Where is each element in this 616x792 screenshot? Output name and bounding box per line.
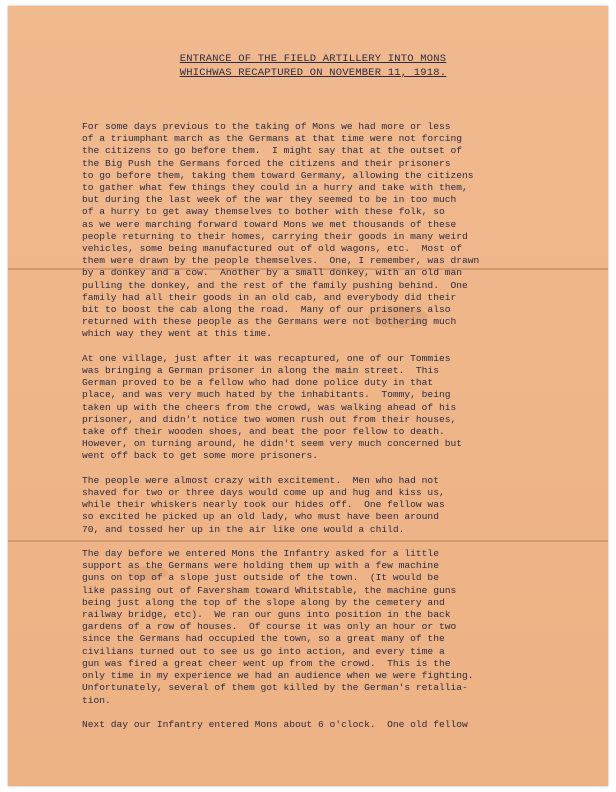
- text-line: people returning to their homes, carrying their goods in many weird: [82, 230, 468, 242]
- text-line: Next day our Infantry entered Mons about 6 o'clock. One old fellow: [82, 718, 468, 730]
- text-line: The people were almost crazy with excitement. Men who had not: [82, 474, 439, 486]
- text-line: support as the Germans were holding them up with a few machine: [82, 560, 439, 572]
- text-line: so excited he picked up an old lady, who must have been around: [82, 511, 439, 523]
- text-line: as we were marching forward toward Mons we met thousands of these: [82, 218, 457, 230]
- text-line: However, on turning around, he didn't seem very much concerned but: [82, 438, 462, 450]
- text-line: like passing out of Faversham toward Whitstable, the machine guns: [82, 584, 457, 596]
- paragraph: [82, 548, 582, 707]
- text-line: was bringing a German prisoner in along the main street. This: [82, 365, 439, 377]
- text-line: pulling the donkey, and the rest of the family pushing behind. One: [82, 279, 468, 291]
- text-line: For some days previous to the taking of Mons we had more or less: [82, 121, 451, 132]
- paragraph: [82, 475, 582, 536]
- text-line: of a triumphant march as the Germans at that time were not forcing: [82, 133, 462, 145]
- document-body: [82, 121, 582, 743]
- text-line: German proved to be a fellow who had done police duty in that: [82, 377, 434, 389]
- text-line: but during the last week of the war they seemed to be in too much: [82, 194, 457, 206]
- text-line: 70, and tossed her up in the air like one would a child.: [82, 523, 405, 535]
- paragraph: [82, 121, 582, 341]
- text-line: to gather what few things they could in a hurry and take with them,: [82, 182, 468, 194]
- text-line: tion.: [82, 694, 111, 706]
- text-line: Unfortunately, several of them got killed by the German's retallia-: [82, 682, 468, 694]
- text-line: by a donkey and a cow. Another by a small donkey, with an old man: [82, 267, 462, 279]
- text-line: while their whiskers nearly took our hides off. One fellow was: [82, 499, 445, 511]
- text-line: the citizens to go before them. I might say that at the outset of: [82, 145, 462, 157]
- text-line: family had all their goods in an old cab, and everybody did their: [82, 291, 457, 303]
- paragraph: [82, 353, 582, 463]
- paragraph: [82, 719, 582, 731]
- text-line: to go before them, taking them toward Germany, allowing the citizens: [82, 169, 474, 181]
- text-line: railway bridge, etc). We ran our guns into position in the back: [82, 609, 451, 621]
- text-line: gun was fired a great cheer went up from the crowd. This is the: [82, 657, 451, 669]
- text-line: At one village, just after it was recaptured, one of our Tommies: [82, 352, 451, 364]
- text-line: take off their wooden shoes, and beat the poor fellow to death.: [82, 426, 445, 438]
- text-line: shaved for two or three days would come up and hug and kiss us,: [82, 487, 445, 499]
- text-line: since the Germans had occupied the town, so a great many of the: [82, 633, 445, 645]
- text-line: civilians turned out to see us go into action, and every time a: [82, 645, 445, 657]
- text-line: gardens of a row of houses. Of course it was only an hour or two: [82, 621, 457, 633]
- text-line: vehicles, some being manufactured out of old wagons, etc. Most of: [82, 243, 462, 255]
- text-line: taken up with the cheers from the crowd, was walking ahead of his: [82, 401, 457, 413]
- text-line: the Big Push the Germans forced the citizens and their prisoners: [82, 157, 451, 169]
- text-line: of a hurry to get away themselves to bother with these folk, so: [82, 206, 445, 218]
- document-title-line-2: WHICHWAS RECAPTURED ON NOVEMBER 11, 1918.: [179, 67, 447, 79]
- text-line: prisoner, and didn't notice two women rush out from their houses,: [82, 413, 457, 425]
- text-line: returned with these people as the Germans were not bothering much: [82, 316, 457, 328]
- document-title-line-1: ENTRANCE OF THE FIELD ARTILLERY INTO MONS: [179, 53, 447, 65]
- text-line: only time in my experience we had an audience when we were fighting.: [82, 670, 474, 682]
- text-line: went off back to get some more prisoners.: [82, 450, 319, 462]
- text-line: place, and was very much hated by the inhabitants. Tommy, being: [82, 389, 451, 401]
- typewritten-page: [8, 6, 608, 786]
- text-line: guns on top of a slope just outside of the town. (It would be: [82, 572, 439, 584]
- text-line: The day before we entered Mons the Infantry asked for a little: [82, 548, 439, 560]
- text-line: them were drawn by the people themselves. One, I remember, was drawn: [82, 255, 480, 267]
- text-line: bit to boost the cab along the road. Many of our prisoners also: [82, 304, 451, 316]
- text-line: which way they went at this time.: [82, 328, 272, 340]
- text-line: being just along the top of the slope along by the cemetery and: [82, 596, 445, 608]
